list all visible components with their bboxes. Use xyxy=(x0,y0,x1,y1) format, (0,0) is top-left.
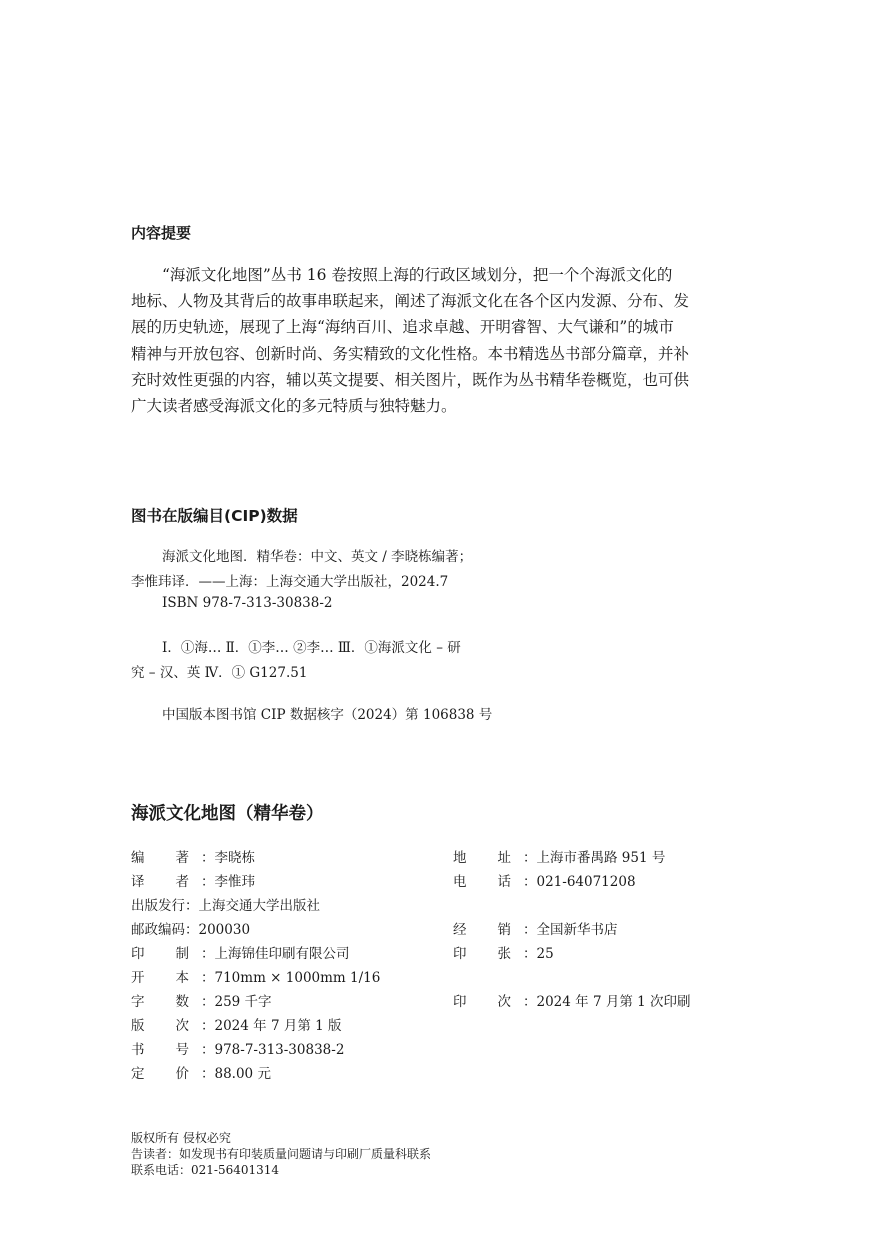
info-row-sheets: 印 张 ：25 xyxy=(453,942,554,962)
cip-class-line-1: Ⅰ．①海… Ⅱ．①李… ②李… Ⅲ．①海派文化 – 研 xyxy=(162,640,461,656)
cip-isbn: ISBN 978-7-313-30838-2 xyxy=(162,595,333,611)
info-value: 上海交通大学出版社 xyxy=(198,898,320,914)
summary-line: 精神与开放包容、创新时尚、务实精致的文化性格。本书精选丛书部分篇章，并补 xyxy=(131,344,690,363)
cip-library-record: 中国版本图书馆 CIP 数据核字（2024）第 106838 号 xyxy=(162,707,493,723)
info-row-format: 开 本 ：710mm × 1000mm 1/16 xyxy=(131,966,380,986)
summary-body xyxy=(131,262,737,419)
info-label: 经 销 xyxy=(453,922,511,938)
cip-heading: 图书在版编目(CIP)数据 xyxy=(131,507,298,525)
info-value: 2024 年 7 月第 1 版 xyxy=(214,1018,342,1034)
info-label: 定 价 xyxy=(131,1066,189,1082)
summary-line: 地标、人物及其背后的故事串联起来，阐述了海派文化在各个区内发源、分布、发 xyxy=(131,292,690,311)
info-row-postcode: 邮政编码：200030 xyxy=(131,922,251,938)
rights-notice: 版权所有 侵权必究 xyxy=(131,1131,231,1145)
info-value: 全国新华书店 xyxy=(536,922,618,938)
info-label: 书 号 xyxy=(131,1042,189,1058)
info-value: 李晓栋 xyxy=(214,850,255,866)
info-row-telephone: 电 话 ：021-64071208 xyxy=(453,870,636,890)
info-label: 出版发行 xyxy=(131,898,185,914)
reader-notice: 告读者：如发现书有印装质量问题请与印刷厂质量科联系 xyxy=(131,1147,432,1161)
info-row-wordcount: 字 数 ：259 千字 xyxy=(131,990,272,1010)
book-title: 海派文化地图（精华卷） xyxy=(131,804,324,824)
info-value: 978-7-313-30838-2 xyxy=(214,1042,345,1058)
info-label: 开 本 xyxy=(131,970,189,986)
info-label: 电 话 xyxy=(453,874,511,890)
info-row-price: 定 价 ：88.00 元 xyxy=(131,1062,271,1082)
info-row-editor: 编 著 ：李晓栋 xyxy=(131,846,255,866)
info-value: 上海市番禺路 951 号 xyxy=(536,850,666,866)
info-row-address: 地 址 ：上海市番禺路 951 号 xyxy=(453,846,665,866)
info-row-edition: 版 次 ：2024 年 7 月第 1 版 xyxy=(131,1014,342,1034)
summary-line: 充时效性更强的内容，辅以英文提要、相关图片，既作为丛书精华卷概览，也可供 xyxy=(131,370,690,389)
info-value: 259 千字 xyxy=(214,994,272,1010)
info-value: 88.00 元 xyxy=(214,1066,271,1082)
info-value: 710mm × 1000mm 1/16 xyxy=(214,970,381,986)
info-label: 版 次 xyxy=(131,1018,189,1034)
summary-line: 广大读者感受海派文化的多元特质与独特魅力。 xyxy=(131,397,457,416)
info-value: 上海锦佳印刷有限公司 xyxy=(214,946,350,962)
info-value: 2024 年 7 月第 1 次印刷 xyxy=(536,994,691,1010)
info-label: 地 址 xyxy=(453,850,511,866)
info-row-translator: 译 者 ：李惟玮 xyxy=(131,870,255,890)
info-row-printing: 印 次 ：2024 年 7 月第 1 次印刷 xyxy=(453,990,691,1010)
info-row-printer: 印 制 ：上海锦佳印刷有限公司 xyxy=(131,942,350,962)
cip-line-1: 海派文化地图．精华卷：中文、英文 / 李晓栋编著； xyxy=(162,549,473,565)
contact-phone: 联系电话：021-56401314 xyxy=(131,1163,280,1177)
info-label: 邮政编码 xyxy=(131,922,185,938)
info-value: 200030 xyxy=(198,922,251,938)
cip-line-2: 李惟玮译．——上海：上海交通大学出版社，2024.7 xyxy=(131,574,449,590)
summary-heading: 内容提要 xyxy=(131,224,192,242)
info-row-publisher: 出版发行：上海交通大学出版社 xyxy=(131,898,320,914)
info-label: 印 张 xyxy=(453,946,511,962)
info-label: 印 制 xyxy=(131,946,189,962)
info-value: 25 xyxy=(536,946,554,962)
info-value: 李惟玮 xyxy=(214,874,255,890)
info-row-distributor: 经 销 ：全国新华书店 xyxy=(453,918,618,938)
info-row-isbn: 书 号 ：978-7-313-30838-2 xyxy=(131,1038,344,1058)
info-label: 印 次 xyxy=(453,994,511,1010)
summary-line: “海派文化地图”丛书 16 卷按照上海的行政区域划分，把一个个海派文化的 xyxy=(162,266,673,284)
info-label: 编 著 xyxy=(131,850,189,866)
summary-line: 展的历史轨迹，展现了上海“海纳百川、追求卓越、开明睿智、大气谦和”的城市 xyxy=(131,318,674,337)
info-value: 021-64071208 xyxy=(536,874,636,890)
info-label: 译 者 xyxy=(131,874,189,890)
info-label: 字 数 xyxy=(131,994,189,1010)
cip-class-line-2: 究 – 汉、英 Ⅳ．① G127.51 xyxy=(131,665,308,681)
